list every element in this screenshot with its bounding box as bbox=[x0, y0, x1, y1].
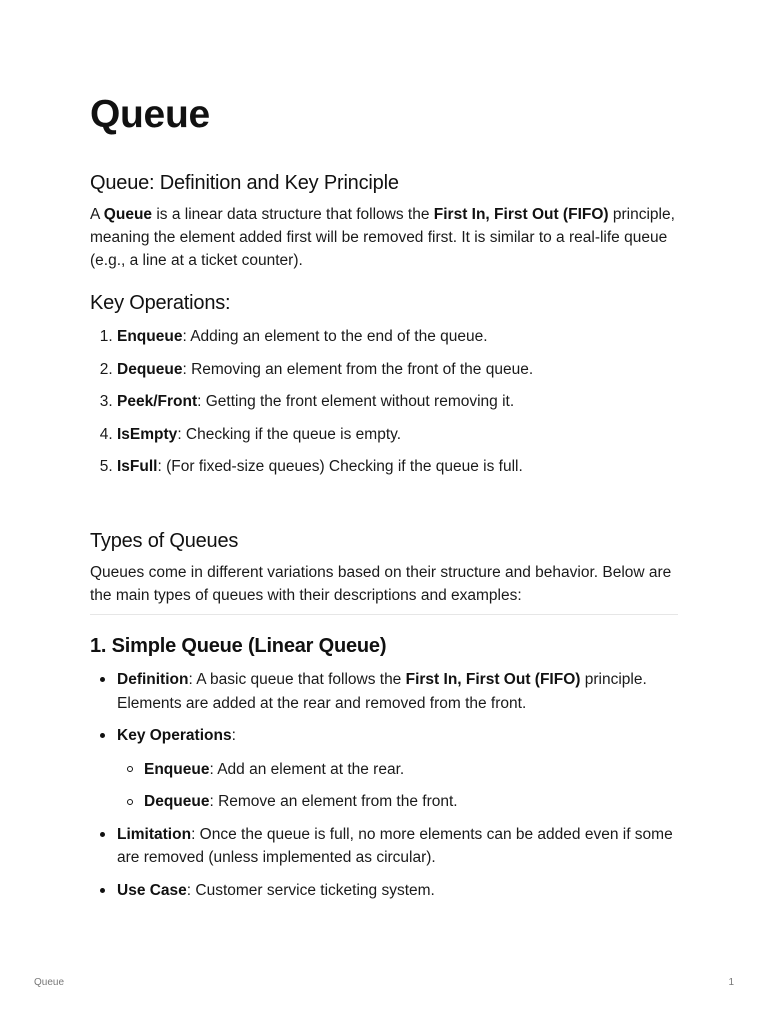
definition-text-a: A bbox=[90, 206, 104, 223]
list-item bbox=[117, 325, 682, 358]
op-text: : (For fixed-size queues) Checking if the queue is full. bbox=[157, 458, 523, 475]
definition-heading: Queue: Definition and Key Principle bbox=[90, 172, 399, 194]
section-definition bbox=[90, 170, 682, 272]
sub-text: : Add an element at the rear. bbox=[209, 760, 405, 778]
sub-list-item bbox=[144, 758, 682, 782]
list-item bbox=[117, 823, 682, 870]
definition-term-queue: Queue bbox=[103, 206, 153, 223]
bullet-icon bbox=[100, 832, 105, 837]
limitation-text: : Once the queue is full, no more elements can be added even if some are removed (unless implemented as circular). bbox=[117, 825, 673, 866]
op-term: Dequeue bbox=[117, 360, 183, 378]
bullet-icon bbox=[100, 733, 105, 738]
key-operations-term: Key Operations bbox=[117, 727, 232, 744]
op-text: : Removing an element from the front of the queue. bbox=[182, 360, 534, 378]
definition-text-e: principle, meaning the element added first will be removed first. It is similar to a real-life queue (e.g., a line at a ticket counter). bbox=[90, 206, 675, 269]
section-simple-queue bbox=[90, 633, 682, 911]
limitation-term: Limitation bbox=[117, 825, 192, 843]
list-item bbox=[117, 668, 682, 715]
sub-list bbox=[117, 758, 682, 814]
definition-term-fifo: First In, First Out (FIFO) bbox=[405, 671, 581, 688]
op-term: IsFull bbox=[117, 458, 158, 475]
simple-queue-heading: 1. Simple Queue (Linear Queue) bbox=[90, 635, 387, 657]
divider bbox=[90, 614, 678, 615]
section-types bbox=[90, 528, 682, 607]
simple-queue-list bbox=[90, 668, 682, 902]
op-text: : Adding an element to the end of the queue. bbox=[182, 328, 488, 345]
definition-term: Definition bbox=[117, 671, 189, 688]
op-text: : Checking if the queue is empty. bbox=[177, 425, 402, 443]
definition-term-fifo: First In, First Out (FIFO) bbox=[433, 206, 609, 223]
list-item bbox=[117, 390, 682, 423]
sub-term: Dequeue bbox=[144, 793, 210, 810]
list-item bbox=[117, 724, 682, 814]
use-case-text: : Customer service ticketing system. bbox=[186, 881, 435, 899]
circle-bullet-icon bbox=[127, 799, 133, 805]
list-item bbox=[117, 455, 682, 488]
definition-text-c: principle. Elements are added at the rear and removed from the front. bbox=[117, 671, 647, 712]
types-heading: Types of Queues bbox=[90, 530, 239, 552]
section-key-operations bbox=[90, 290, 682, 488]
use-case-term: Use Case bbox=[117, 881, 187, 899]
list-item bbox=[117, 423, 682, 456]
sub-term: Enqueue bbox=[144, 760, 210, 778]
page-title: Queue bbox=[90, 93, 210, 136]
op-term: Enqueue bbox=[117, 328, 183, 345]
footer-page-number: 1 bbox=[728, 977, 734, 988]
bullet-icon bbox=[100, 677, 105, 682]
types-intro: Queues come in different variations based on their structure and behavior. Below are the main types of queues with their descriptions and examples: bbox=[90, 564, 672, 604]
circle-bullet-icon bbox=[127, 766, 133, 772]
op-text: : Getting the front element without removing it. bbox=[197, 393, 515, 410]
key-operations-list bbox=[90, 325, 682, 488]
footer-document-title: Queue bbox=[34, 977, 65, 988]
op-term: IsEmpty bbox=[117, 425, 178, 443]
key-operations-heading: Key Operations: bbox=[90, 292, 231, 314]
list-item bbox=[117, 879, 682, 903]
definition-text-a: : A basic queue that follows the bbox=[188, 671, 406, 688]
key-operations-colon: : bbox=[231, 727, 236, 744]
bullet-icon bbox=[100, 888, 105, 893]
definition-text-c: is a linear data structure that follows the bbox=[152, 206, 434, 223]
list-item bbox=[117, 358, 682, 391]
sub-list-item bbox=[144, 790, 682, 814]
op-term: Peek/Front bbox=[117, 393, 198, 410]
sub-text: : Remove an element from the front. bbox=[209, 793, 458, 810]
definition-paragraph bbox=[90, 203, 682, 272]
